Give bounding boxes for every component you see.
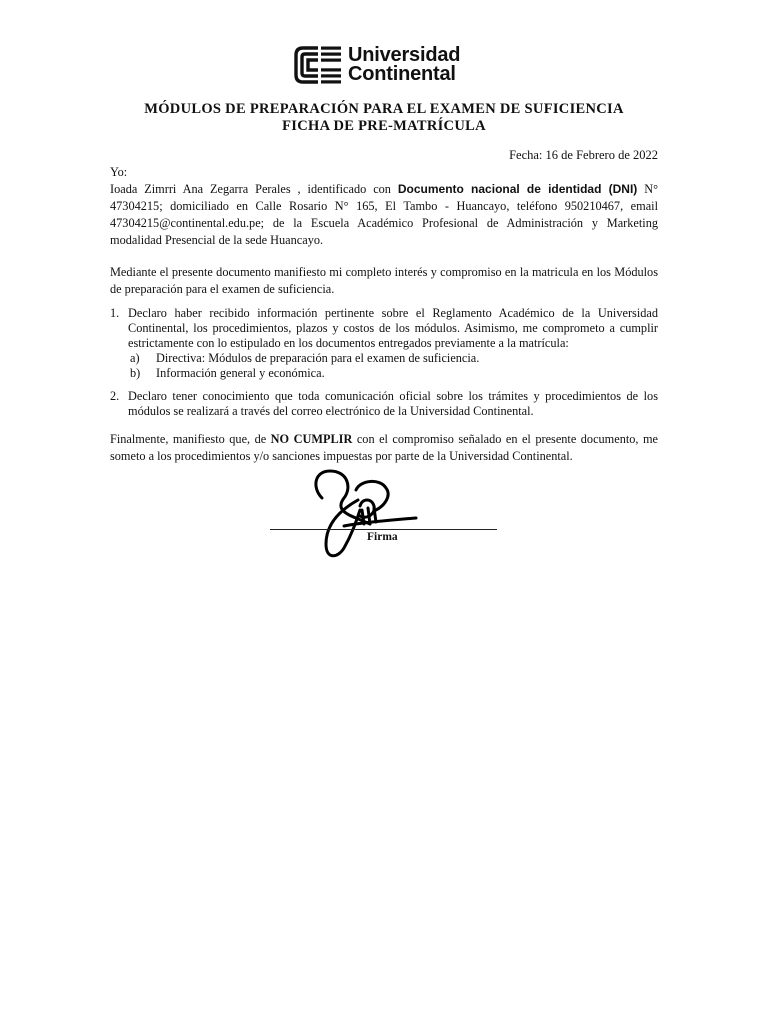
identity-text-start: Ioada Zimrri Ana Zegarra Perales , identificado con <box>110 182 398 196</box>
identity-document-type: Documento nacional de identidad (DNI) <box>397 182 638 196</box>
logo-text-continental: Continental <box>348 63 456 85</box>
sub-item-letter: b) <box>130 366 141 380</box>
identity-text-rest: N° 47304215; domiciliado en Calle Rosario N° 165, El Tambo - Huancayo, teléfono 950210467, email 47304215@continental.edu.pe; de la Escuela Académico Profesional de Administración y Marketing modalidad Presencial de la sede Huancayo. <box>110 182 658 247</box>
sub-item-text: Información general y económica. <box>156 366 325 380</box>
final-text-start: Finalmente, manifiesto que, de <box>110 432 271 446</box>
sub-item-text: Directiva: Módulos de preparación para el examen de suficiencia. <box>156 351 480 365</box>
sub-item <box>130 351 658 366</box>
sub-item-letter: a) <box>130 351 140 365</box>
document-date: Fecha: 16 de Febrero de 2022 <box>509 148 658 162</box>
handwritten-signature-icon <box>300 466 430 564</box>
signature-line <box>270 529 497 530</box>
signature-label: Firma <box>367 531 398 543</box>
commitment-paragraph: Mediante el presente documento manifiesto mi completo interés y compromiso en la matricula en los Módulos de preparación para el examen de suficiencia. <box>110 265 658 296</box>
logo-text-universidad: Universidad <box>348 44 461 66</box>
document-title: MÓDULOS DE PREPARACIÓN PARA EL EXAMEN DE SUFICIENCIA <box>144 101 624 117</box>
salutation: Yo: <box>110 165 128 179</box>
final-text-rest: con el compromiso señalado en el presente documento, me someto a los procedimientos y/o sanciones impuestas por parte de la Universidad Continental. <box>110 432 658 463</box>
list-item <box>110 306 658 381</box>
final-emphasis: NO CUMPLIR <box>270 432 353 446</box>
identity-paragraph <box>110 181 658 249</box>
list-item-text: Declaro tener conocimiento que toda comunicación oficial sobre los trámites y procedimientos de los módulos se realizará a través del correo electrónico de la Universidad Continental. <box>128 389 658 418</box>
sub-item <box>130 366 658 381</box>
list-item-number: 1. <box>110 306 120 320</box>
final-paragraph <box>110 431 658 465</box>
universidad-continental-logo-icon <box>294 46 342 84</box>
university-logo <box>294 44 484 86</box>
list-item-text: Declaro haber recibido información pertinente sobre el Reglamento Académico de la Universidad Continental, los procedimientos, plazos y costos de los módulos. Asimismo, me comprometo a cumplir estrictamente con lo estipulado en los documentos entregados previamente a la matrícula: <box>128 306 658 350</box>
list-item <box>110 389 658 419</box>
document-subtitle: FICHA DE PRE-MATRÍCULA <box>282 118 486 134</box>
list-item-number: 2. <box>110 389 120 403</box>
